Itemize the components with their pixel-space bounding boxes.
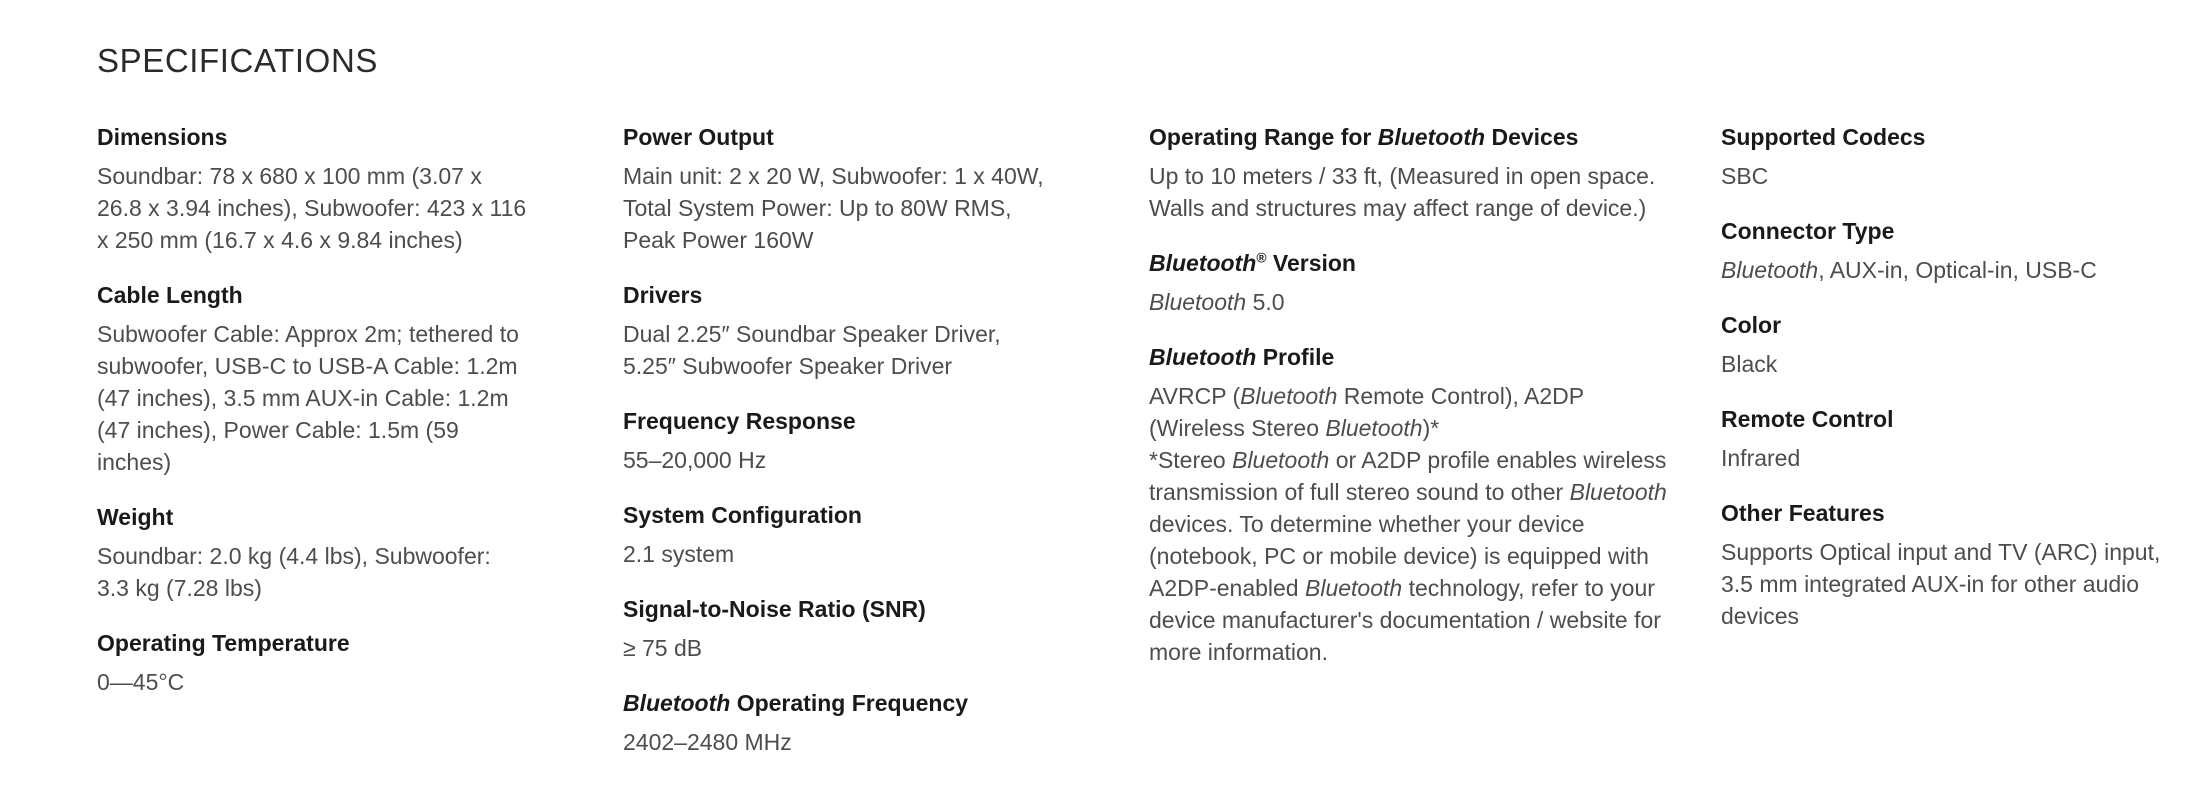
text-segment: Operating Range for xyxy=(1149,124,1378,150)
text-segment: ® xyxy=(1256,250,1267,266)
text-segment: Connector Type xyxy=(1721,218,1895,244)
spec-section xyxy=(1721,497,2191,632)
text-segment: Drivers xyxy=(623,282,703,308)
spec-heading xyxy=(97,501,527,533)
bluetooth-italic-text: Bluetooth xyxy=(1325,415,1423,441)
text-segment: Dual 2.25″ Soundbar Speaker Driver, 5.25″ Subwoofer Speaker Driver xyxy=(623,321,1001,379)
text-segment: 2402–2480 MHz xyxy=(623,729,792,755)
text-segment: Operating Frequency xyxy=(730,690,969,716)
spec-value xyxy=(1721,160,2191,192)
text-segment: 55–20,000 Hz xyxy=(623,447,767,473)
spec-value xyxy=(623,632,1053,664)
text-segment: Frequency Response xyxy=(623,408,856,434)
spec-heading xyxy=(97,121,527,153)
spec-section xyxy=(1149,121,1669,224)
text-segment: Infrared xyxy=(1721,445,1801,471)
spec-value xyxy=(623,160,1053,256)
spec-section xyxy=(1721,403,2191,474)
text-segment: Supported Codecs xyxy=(1721,124,1926,150)
page-title: SPECIFICATIONS xyxy=(97,42,378,79)
spec-heading xyxy=(623,687,1053,719)
spec-section xyxy=(623,405,1053,476)
spec-column-2 xyxy=(623,121,1053,781)
spec-heading xyxy=(1721,403,2191,435)
spec-section xyxy=(97,627,527,698)
spec-value xyxy=(1149,380,1669,444)
spec-heading xyxy=(1721,309,2191,341)
text-segment: Operating Temperature xyxy=(97,630,350,656)
spec-section xyxy=(623,279,1053,382)
spec-value xyxy=(97,160,527,256)
text-segment: devices. To determine whether your device (notebook, PC or mobile device) is equipped with A2DP-enabled xyxy=(1149,511,1649,601)
bluetooth-italic-text: Bluetooth xyxy=(1569,479,1667,505)
spec-value xyxy=(623,726,1053,758)
text-segment: )* xyxy=(1422,415,1440,441)
bluetooth-italic-text: Bluetooth xyxy=(1149,250,1257,276)
text-segment: AVRCP ( xyxy=(1149,383,1241,409)
bluetooth-italic-text: Bluetooth xyxy=(1149,344,1257,370)
text-segment: Soundbar: 2.0 kg (4.4 lbs), Subwoofer: 3.3 kg (7.28 lbs) xyxy=(97,543,491,601)
bluetooth-italic-text: Bluetooth xyxy=(1377,124,1486,150)
text-segment: Version xyxy=(1266,250,1356,276)
spec-value xyxy=(97,318,527,478)
spec-value xyxy=(1721,536,2191,632)
text-segment: , AUX-in, Optical-in, USB-C xyxy=(1818,257,2097,283)
text-segment: Black xyxy=(1721,351,1778,377)
spec-value xyxy=(97,666,527,698)
bluetooth-italic-text: Bluetooth xyxy=(1305,575,1403,601)
text-segment: *Stereo xyxy=(1149,447,1233,473)
spec-value xyxy=(623,538,1053,570)
text-segment: Weight xyxy=(97,504,174,530)
text-segment: Supports Optical input and TV (ARC) input, 3.5 mm integrated AUX-in for other audio devices xyxy=(1721,539,2161,629)
spec-value xyxy=(1721,254,2191,286)
text-segment: Color xyxy=(1721,312,1782,338)
spec-value xyxy=(97,540,527,604)
spec-section xyxy=(1721,215,2191,286)
spec-value xyxy=(1149,286,1669,318)
spec-column-4 xyxy=(1721,121,2191,655)
text-segment: System Configuration xyxy=(623,502,862,528)
spec-heading xyxy=(623,279,1053,311)
spec-value xyxy=(1149,160,1669,224)
spec-section xyxy=(1721,121,2191,192)
spec-value xyxy=(623,444,1053,476)
spec-column-3 xyxy=(1149,121,1669,691)
spec-heading xyxy=(1149,247,1669,279)
spec-heading xyxy=(1721,121,2191,153)
text-segment: ≥ 75 dB xyxy=(623,635,703,661)
spec-value xyxy=(1721,348,2191,380)
bluetooth-italic-text: Bluetooth xyxy=(623,690,731,716)
spec-heading xyxy=(1721,215,2191,247)
bluetooth-italic-text: Bluetooth xyxy=(1240,383,1338,409)
text-segment: technology, refer to your device manufacturer's documentation / website for more information. xyxy=(1149,575,1661,665)
spec-section xyxy=(1149,247,1669,318)
spec-value xyxy=(1149,444,1669,668)
spec-section xyxy=(97,279,527,478)
spec-heading xyxy=(623,499,1053,531)
spec-heading xyxy=(97,279,527,311)
text-segment: Profile xyxy=(1256,344,1335,370)
spec-section xyxy=(1721,309,2191,380)
text-segment: or A2DP profile enables wireless transmission of full stereo sound to other xyxy=(1149,447,1667,505)
bluetooth-italic-text: Bluetooth xyxy=(1721,257,1819,283)
spec-heading xyxy=(1721,497,2191,529)
text-segment: SBC xyxy=(1721,163,1769,189)
spec-section xyxy=(623,593,1053,664)
spec-section xyxy=(97,501,527,604)
text-segment: Devices xyxy=(1485,124,1579,150)
text-segment: Dimensions xyxy=(97,124,228,150)
bluetooth-italic-text: Bluetooth xyxy=(1232,447,1330,473)
text-segment: Remote Control xyxy=(1721,406,1894,432)
text-segment: Soundbar: 78 x 680 x 100 mm (3.07 x 26.8 x 3.94 inches), Subwoofer: 423 x 116 x 250 mm (16.7 x 4.6 x 9.84 inches) xyxy=(97,163,527,253)
bluetooth-italic-text: Bluetooth xyxy=(1149,289,1247,315)
spec-column-1 xyxy=(97,121,527,721)
spec-heading xyxy=(623,121,1053,153)
text-segment: Power Output xyxy=(623,124,774,150)
spec-heading xyxy=(97,627,527,659)
text-segment: 2.1 system xyxy=(623,541,735,567)
spec-value xyxy=(623,318,1053,382)
spec-section xyxy=(1149,341,1669,668)
spec-heading xyxy=(623,405,1053,437)
spec-section xyxy=(623,121,1053,256)
text-segment: Up to 10 meters / 33 ft, (Measured in open space. Walls and structures may affect range of device.) xyxy=(1149,163,1656,221)
spec-section xyxy=(623,499,1053,570)
text-segment: Main unit: 2 x 20 W, Subwoofer: 1 x 40W, Total System Power: Up to 80W RMS, Peak Power 160W xyxy=(623,163,1044,253)
text-segment: Subwoofer Cable: Approx 2m; tethered to subwoofer, USB-C to USB-A Cable: 1.2m (47 inches), 3.5 mm AUX-in Cable: 1.2m (47 inches), Power Cable: 1.5m (59 inches) xyxy=(97,321,519,475)
spec-columns xyxy=(97,121,2200,781)
text-segment: Remote Control), A2DP (Wireless Stereo xyxy=(1149,383,1584,441)
spec-value xyxy=(1721,442,2191,474)
text-segment: Other Features xyxy=(1721,500,1885,526)
spec-section xyxy=(623,687,1053,758)
spec-heading xyxy=(1149,121,1669,153)
text-segment: Cable Length xyxy=(97,282,243,308)
spec-heading xyxy=(1149,341,1669,373)
spec-section xyxy=(97,121,527,256)
text-segment: 0—45°C xyxy=(97,669,185,695)
spec-heading xyxy=(623,593,1053,625)
text-segment: 5.0 xyxy=(1246,289,1285,315)
text-segment: Signal-to-Noise Ratio (SNR) xyxy=(623,596,926,622)
